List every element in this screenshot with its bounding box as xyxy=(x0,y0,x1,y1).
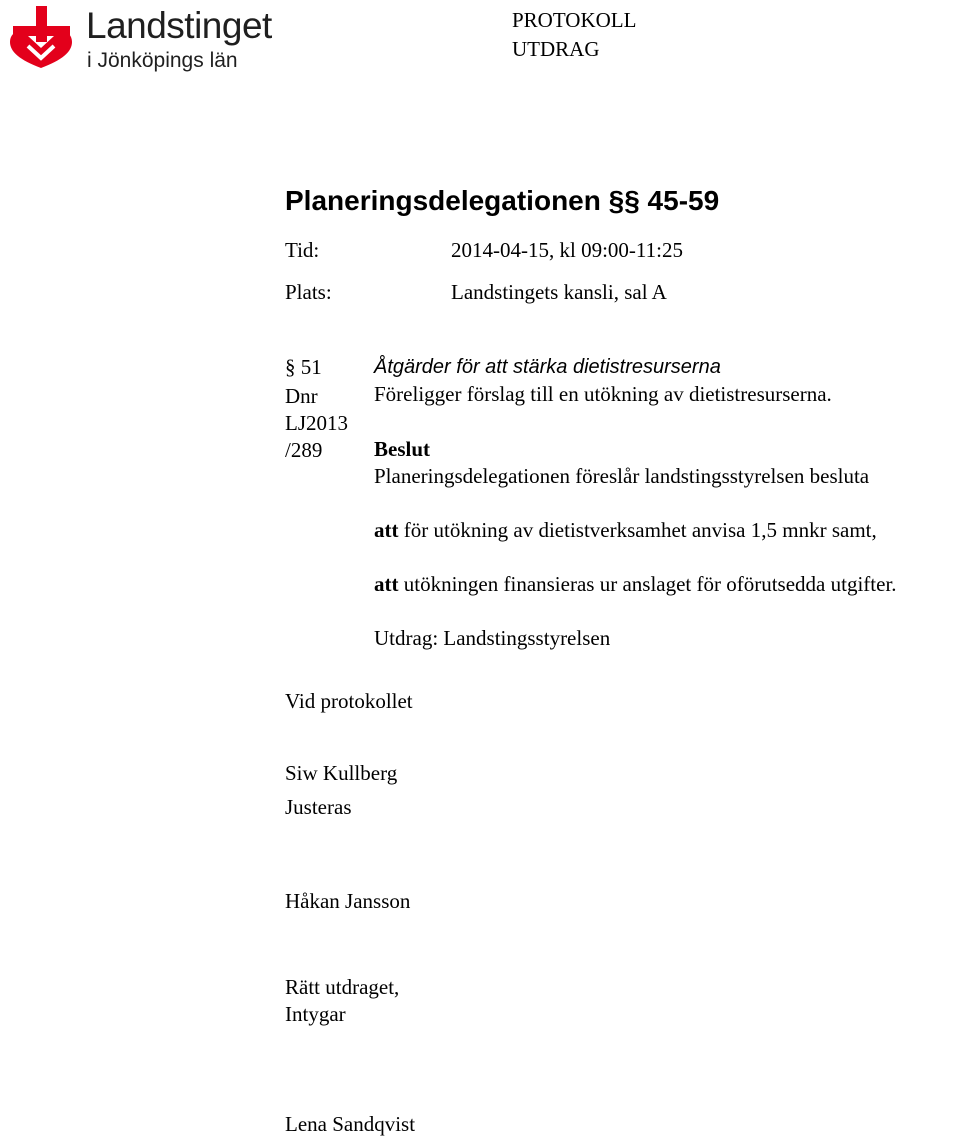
attester-name: Lena Sandqvist xyxy=(285,1112,416,1136)
dnr-value-line1: LJ2013 xyxy=(285,411,348,435)
certified-label: Rätt utdraget, xyxy=(285,975,400,999)
adjuster-name: Håkan Jansson xyxy=(285,889,411,913)
dnr-value-line2: /289 xyxy=(285,438,323,462)
document-subtype: UTDRAG xyxy=(512,37,600,61)
adjusted-label: Justeras xyxy=(285,795,352,819)
item-intro: Föreligger förslag till en utökning av dietistresurserna. xyxy=(374,382,832,406)
dnr-label: Dnr xyxy=(285,384,318,408)
extract-recipient: Utdrag: Landstingsstyrelsen xyxy=(374,626,611,650)
recorded-label: Vid protokollet xyxy=(285,689,413,713)
decision-point xyxy=(374,571,897,597)
place-value: Landstingets kansli, sal A xyxy=(451,280,667,304)
decision-text: utökningen finansieras ur anslaget för oförutsedda utgifter. xyxy=(398,572,897,596)
item-heading: Åtgärder för att stärka dietistresurserna xyxy=(374,356,721,378)
decision-heading: Beslut xyxy=(374,437,431,461)
recorder-name: Siw Kullberg xyxy=(285,761,398,785)
decision-keyword: att xyxy=(374,518,399,542)
decision-keyword: att xyxy=(374,572,399,596)
paragraph-number: § 51 xyxy=(285,355,322,379)
time-label: Tid: xyxy=(285,238,320,262)
document-type: PROTOKOLL xyxy=(512,8,637,32)
decision-intro: Planeringsdelegationen föreslår landstingsstyrelsen besluta xyxy=(374,464,870,488)
decision-text: för utökning av dietistverksamhet anvisa 1,5 mnkr samt, xyxy=(398,518,877,542)
logo-name: Landstinget xyxy=(86,5,272,46)
attest-label: Intygar xyxy=(285,1002,346,1026)
place-label: Plats: xyxy=(285,280,332,304)
decision-point xyxy=(374,517,877,543)
meeting-title: Planeringsdelegationen §§ 45-59 xyxy=(285,185,720,216)
time-value: 2014-04-15, kl 09:00-11:25 xyxy=(451,238,683,262)
logo-subtitle: i Jönköpings län xyxy=(87,49,238,72)
logo-mark-icon xyxy=(6,2,76,70)
